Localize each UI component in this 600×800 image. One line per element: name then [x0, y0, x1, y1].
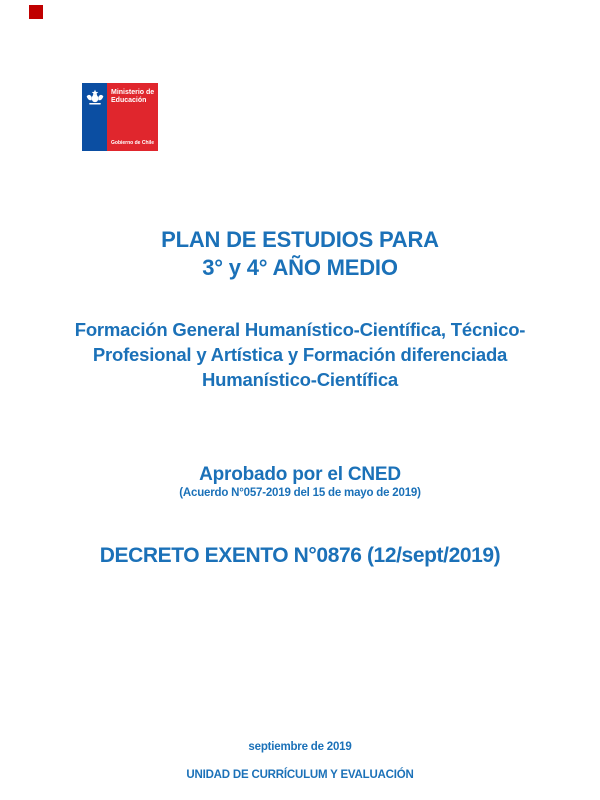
red-corner-marker [29, 5, 43, 19]
footer-date: septiembre de 2019 [248, 741, 352, 753]
approval-detail: (Acuerdo N°057-2019 del 15 de mayo de 2019) [179, 487, 421, 499]
logo-ministry-line2: Educación [111, 97, 147, 104]
title-line2: 3° y 4° AÑO MEDIO [202, 255, 398, 280]
subtitle-line1: Formación General Humanístico-Científica, Técnico- [74, 319, 526, 340]
approval-title: Aprobado por el CNED [199, 464, 401, 485]
title-line1: PLAN DE ESTUDIOS PARA [161, 227, 439, 252]
logo-ministry-label [111, 89, 154, 105]
subtitle-line3: Humanístico-Científica [201, 369, 399, 390]
document-title [0, 226, 600, 282]
subtitle-line2: Profesional y Artística y Formación diferenciada [92, 344, 508, 365]
mineduc-logo [82, 83, 158, 151]
logo-text-panel [107, 83, 158, 151]
footer-unit: UNIDAD DE CURRÍCULUM Y EVALUACIÓN [186, 769, 414, 781]
coat-of-arms-icon [85, 89, 105, 107]
logo-ministry-line1: Ministerio de [111, 89, 155, 96]
logo-government-label: Gobierno de Chile [111, 140, 155, 146]
logo-emblem-panel [82, 83, 107, 151]
decree-line: DECRETO EXENTO N°0876 (12/sept/2019) [99, 544, 501, 567]
document-subtitle [0, 317, 600, 392]
